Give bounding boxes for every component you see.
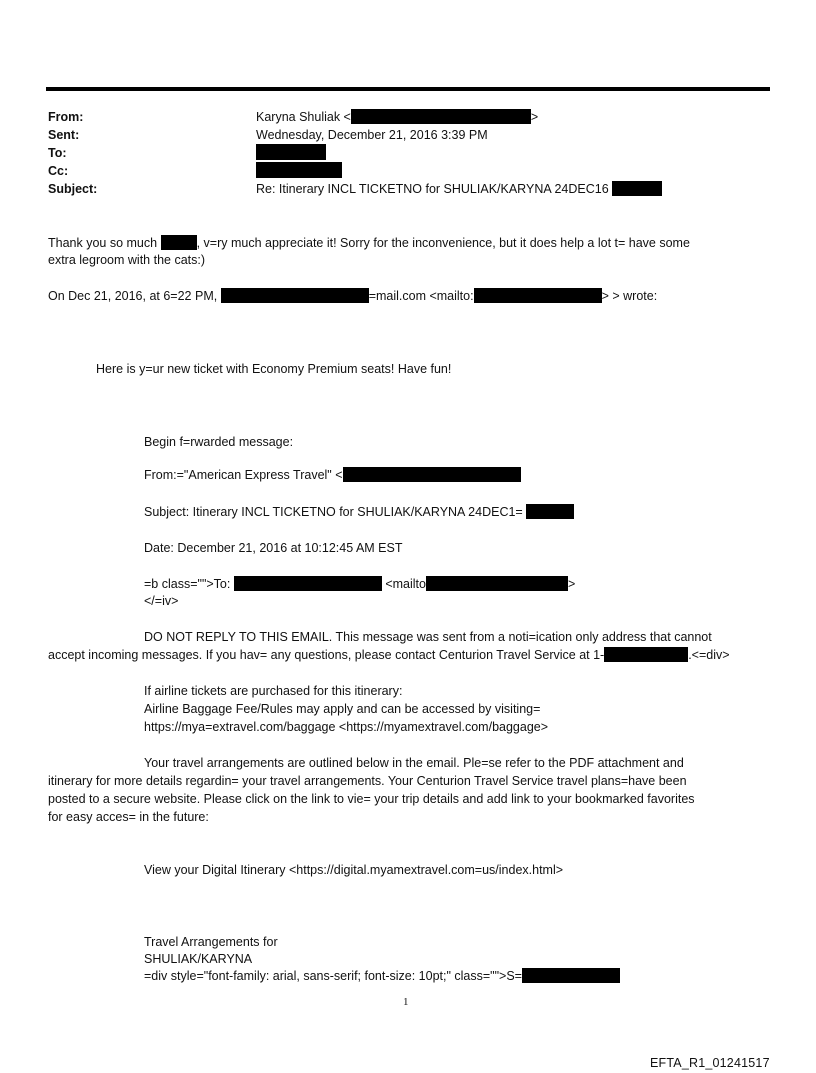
dnr-line-1: DO NOT REPLY TO THIS EMAIL. This message was sent from a noti=ication only address that cannot bbox=[144, 630, 712, 644]
travel-line-1: Your travel arrangements are outlined below in the email. Ple=se refer to the PDF attachment and bbox=[144, 756, 684, 770]
redaction-block bbox=[526, 504, 574, 519]
from-name: Karyna Shuliak < bbox=[256, 110, 351, 124]
subject-text: Re: Itinerary INCL TICKETNO for SHULIAK/KARYNA 24DEC16 bbox=[256, 182, 609, 196]
cc-label: Cc: bbox=[48, 164, 69, 178]
dnr-text: .<=div> bbox=[688, 648, 730, 662]
redaction-block bbox=[474, 288, 602, 303]
redaction-block bbox=[234, 576, 382, 591]
redaction-block bbox=[161, 235, 197, 250]
redaction-block bbox=[351, 109, 531, 124]
travel-line-4: for easy acces= in the future: bbox=[48, 810, 209, 824]
begin-forwarded: Begin f=rwarded message: bbox=[144, 435, 294, 449]
fwd-date-line: Date: December 21, 2016 at 10:12:45 AM EST bbox=[144, 541, 403, 555]
quote-intro: =mail.com <mailto: bbox=[368, 289, 474, 303]
header-rule bbox=[46, 87, 770, 91]
redaction-block bbox=[426, 576, 568, 591]
fwd-subject-line bbox=[144, 504, 574, 521]
quote-intro: On Dec 21, 2016, at 6=22 PM, bbox=[48, 289, 218, 303]
fwd-to-text: =b class="">To: bbox=[144, 577, 231, 591]
travel-arrangements-for: Travel Arrangements for bbox=[144, 935, 278, 949]
reply-text: , v=ry much appreciate it! Sorry for the inconvenience, but it does help a lot t= have some bbox=[196, 236, 690, 250]
airline-line-3: https://mya=extravel.com/baggage <https://myamextravel.com/baggage> bbox=[144, 720, 549, 734]
subject-label: Subject: bbox=[48, 182, 98, 196]
redaction-block bbox=[221, 288, 369, 303]
dnr-text: accept incoming messages. If you hav= any questions, please contact Centurion Travel Service at 1- bbox=[48, 648, 605, 662]
fwd-subject-text: Subject: Itinerary INCL TICKETNO for SHULIAK/KARYNA 24DEC1= bbox=[144, 505, 523, 519]
fwd-to-text: > bbox=[567, 577, 576, 591]
reply-text: Thank you so much bbox=[48, 236, 158, 250]
redaction-block bbox=[612, 181, 662, 196]
view-itinerary-line: View your Digital Itinerary <https://digital.myamextravel.com=us/index.html> bbox=[144, 863, 564, 877]
redaction-block bbox=[604, 647, 688, 662]
travel-line-2: itinerary for more details regardin= your travel arrangements. Your Centurion Travel Service travel plans=have been bbox=[48, 774, 687, 788]
sent-value: Wednesday, December 21, 2016 3:39 PM bbox=[256, 128, 488, 142]
cc-redaction bbox=[256, 162, 342, 178]
airline-line-1: If airline tickets are purchased for this itinerary: bbox=[144, 684, 403, 698]
sent-label: Sent: bbox=[48, 128, 80, 142]
div-style-line bbox=[144, 968, 620, 985]
reply-line-1 bbox=[48, 235, 690, 252]
dnr-line-2 bbox=[48, 647, 730, 664]
redaction-block bbox=[343, 467, 521, 482]
on-wrote-line bbox=[48, 288, 657, 305]
subject-value bbox=[256, 181, 662, 198]
travel-line-3: posted to a secure website. Please click on the link to vie= your trip details and add link to your bookmarked favorites bbox=[48, 792, 695, 806]
fwd-from-line bbox=[144, 467, 521, 484]
fwd-to-text: <mailto bbox=[385, 577, 426, 591]
div-style-text: =div style="font-family: arial, sans-serif; font-size: 10pt;" class="">S= bbox=[144, 969, 522, 983]
from-value bbox=[256, 109, 538, 126]
bates-number: EFTA_R1_01241517 bbox=[650, 1056, 770, 1070]
from-close: > bbox=[530, 110, 539, 124]
to-redaction bbox=[256, 144, 326, 160]
passenger-name: SHULIAK/KARYNA bbox=[144, 952, 253, 966]
redaction-block bbox=[522, 968, 620, 983]
airline-line-2: Airline Baggage Fee/Rules may apply and can be accessed by visiting= bbox=[144, 702, 541, 716]
here-line: Here is y=ur new ticket with Economy Premium seats! Have fun! bbox=[96, 362, 452, 376]
from-label: From: bbox=[48, 110, 84, 124]
fwd-from-text: From:="American Express Travel" < bbox=[144, 468, 343, 482]
page-number: 1 bbox=[403, 996, 409, 1008]
to-label: To: bbox=[48, 146, 67, 160]
fwd-to-line bbox=[144, 576, 575, 593]
quote-intro: > > wrote: bbox=[601, 289, 658, 303]
fwd-iv-line: </=iv> bbox=[144, 594, 179, 608]
reply-line-2: extra legroom with the cats:) bbox=[48, 253, 206, 267]
